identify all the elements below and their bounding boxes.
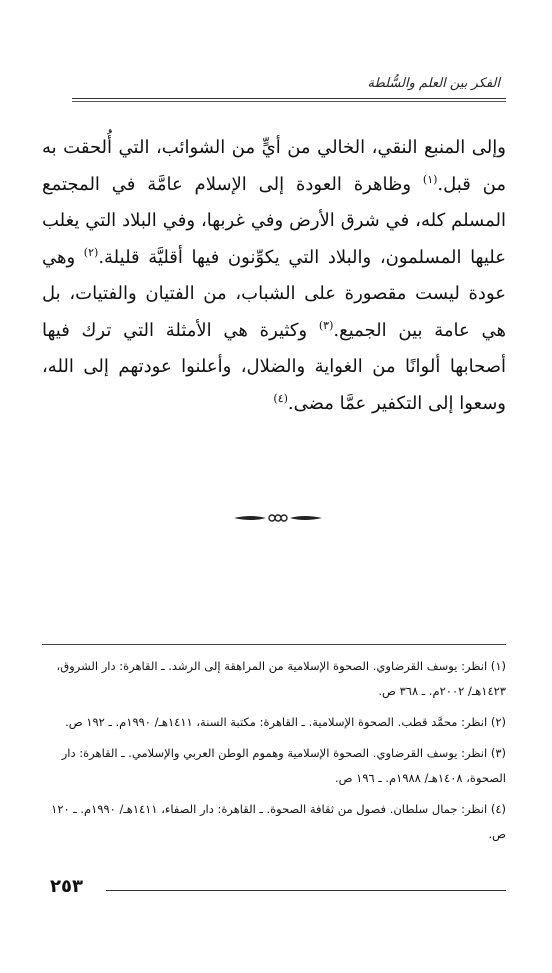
body-text-segment-3: وهي عودة ليست مقصورة على الشباب، من الفتيان والفتيات، بل هي عامة بين الجميع. [42,246,506,341]
footnote-ref-3: (٣) [318,318,334,332]
footnote-ref-1: (١) [422,172,438,186]
footnote-2: (٢) انظر: محمَّد قطب. الصحوة الإسلامية. ـ القاهرة: مكتبة السنة، ١٤١١هـ/ ١٩٩٠م. ـ ١٩٢ ص. [65,715,506,729]
body-paragraph [42,130,506,422]
body-text-segment-2: وظاهرة العودة إلى الإسلام عامَّة في المجتمع المسلم كله، في شرق الأرض وفي غربها، وفي البلاد التي يغلب عليها المسلمون، والبلاد التي يكوِّنون فيها أقليَّة قليلة. [42,173,506,268]
footer-rule [106,890,506,891]
running-title: الفكر بين العلم والسُّلطة [367,76,500,91]
footnote-4: (٤) انظر: جمال سلطان. فصول من ثقافة الصحوة. ـ القاهرة: دار الصفاء، ١٤١١هـ/ ١٩٩٠م. ـ ١٢٠ ص. [51,802,506,841]
header-rule-thin [72,101,506,102]
header-rule [72,98,506,99]
body-text-segment-1: وإلى المنبع النقي، الخالي من أيٍّ من الشوائب، التي أُلحقت به من قبل. [42,137,506,195]
footnote-ref-4: (٤) [273,391,288,405]
footnote-list [38,654,506,853]
section-divider-ornament [232,508,324,528]
body-text-segment-4: وكثيرة هي الأمثلة التي ترك فيها أصحابها ألوانًا من الغواية والضلال، وأعلنوا عودتهم إلى الله، وسعوا إلى التكفير عمَّا مضى. [42,319,506,414]
page-number: ٢٥٣ [50,876,83,897]
footnote-3: (٣) انظر: يوسف القرضاوي. الصحوة الإسلامية وهموم الوطن العربي والإسلامي. ـ القاهرة: دار الصحوة، ١٤٠٨هـ/ ١٩٨٨م. ـ ١٩٦ ص. [61,746,506,785]
footnote-1: (١) انظر: يوسف القرضاوي. الصحوة الإسلامية من المراهقة إلى الرشد. ـ القاهرة: دار الشروق، ١٤٢٣هـ/ ٢٠٠٢م. ـ ٣٦٨ ص. [56,659,506,698]
footnote-rule [42,644,506,645]
footnote-ref-2: (٢) [83,245,99,259]
